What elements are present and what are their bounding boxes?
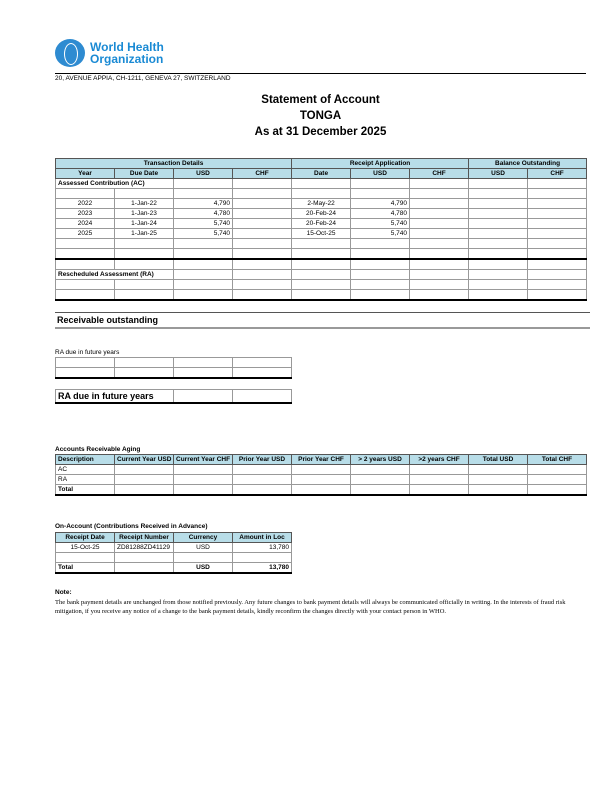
- empty-cell: [233, 475, 292, 485]
- total-amount: 13,780: [233, 563, 292, 574]
- due-date: 1-Jan-25: [115, 229, 174, 239]
- amount: 13,780: [233, 543, 292, 553]
- page-title: [0, 92, 612, 140]
- col-header: Prior Year CHF: [292, 455, 351, 465]
- empty-cell: [528, 259, 587, 270]
- empty-cell: [528, 199, 587, 209]
- table-row: [56, 249, 587, 260]
- col-header: CHF: [233, 169, 292, 179]
- title-line1: Statement of Account: [261, 94, 380, 106]
- col-header: Total CHF: [528, 455, 587, 465]
- group-transaction: Transaction Details: [56, 159, 292, 169]
- empty-cell: [410, 219, 469, 229]
- empty-cell: [469, 179, 528, 189]
- statement-table: [55, 158, 587, 301]
- empty-cell: [351, 465, 410, 475]
- table-row: [56, 229, 587, 239]
- empty-cell: [233, 219, 292, 229]
- table-row: [56, 159, 587, 169]
- table-row: [56, 209, 587, 219]
- empty-cell: [469, 239, 528, 249]
- table-row: [56, 485, 587, 496]
- empty-cell: [528, 270, 587, 280]
- empty-cell: [115, 239, 174, 249]
- empty-cell: [528, 209, 587, 219]
- empty-cell: [56, 249, 115, 260]
- col-header: Current Year USD: [115, 455, 174, 465]
- empty-cell: [351, 239, 410, 249]
- receipt-number: ZD81288ZD41129: [115, 543, 174, 553]
- usd: 4,790: [174, 199, 233, 209]
- empty-cell: [528, 485, 587, 496]
- due-date: 1-Jan-22: [115, 199, 174, 209]
- empty-cell: [528, 280, 587, 290]
- receipt-usd: 5,740: [351, 219, 410, 229]
- empty-cell: [174, 485, 233, 496]
- empty-cell: [351, 290, 410, 301]
- col-header: Due Date: [115, 169, 174, 179]
- receipt-usd: 4,780: [351, 209, 410, 219]
- address: 20, AVENUE APPIA, CH-1211, GENEVA 27, SWITZERLAND: [55, 73, 586, 82]
- receipt-usd: 4,790: [351, 199, 410, 209]
- title-date: As at 31 December 2025: [254, 126, 387, 138]
- table-row: [56, 533, 292, 543]
- aging-title: Accounts Receivable Aging: [55, 446, 141, 453]
- empty-cell: [233, 189, 292, 199]
- year: 2024: [56, 219, 115, 229]
- empty-cell: [233, 259, 292, 270]
- table-row: [56, 368, 292, 379]
- table-row: [56, 358, 292, 368]
- col-header: Receipt Date: [56, 533, 115, 543]
- empty-cell: [351, 270, 410, 280]
- table-row: [56, 239, 587, 249]
- empty-cell: [56, 239, 115, 249]
- empty-cell: [469, 199, 528, 209]
- empty-cell: [174, 475, 233, 485]
- empty-cell: [469, 229, 528, 239]
- empty-cell: [233, 358, 292, 368]
- empty-cell: [56, 280, 115, 290]
- empty-cell: [469, 280, 528, 290]
- aging-row-label: AC: [56, 465, 115, 475]
- empty-cell: [469, 485, 528, 496]
- empty-cell: [410, 259, 469, 270]
- table-row: [56, 169, 587, 179]
- due-date: 1-Jan-23: [115, 209, 174, 219]
- empty-cell: [528, 229, 587, 239]
- currency: USD: [174, 543, 233, 553]
- empty-cell: [115, 465, 174, 475]
- empty-cell: [174, 553, 233, 563]
- empty-cell: [115, 259, 174, 270]
- col-header: Amount in Loc: [233, 533, 292, 543]
- col-header: >2 years CHF: [410, 455, 469, 465]
- empty-cell: [174, 358, 233, 368]
- total-label: Total: [56, 563, 115, 574]
- empty-cell: [292, 465, 351, 475]
- table-row: [56, 553, 292, 563]
- empty-cell: [233, 290, 292, 301]
- empty-cell: [174, 270, 233, 280]
- empty-cell: [292, 270, 351, 280]
- empty-cell: [174, 390, 233, 404]
- empty-cell: [351, 259, 410, 270]
- receipt-date: 2-May-22: [292, 199, 351, 209]
- usd: 4,780: [174, 209, 233, 219]
- col-header: Current Year CHF: [174, 455, 233, 465]
- col-header: Date: [292, 169, 351, 179]
- on-account-title: On-Account (Contributions Received in Advance): [55, 523, 208, 530]
- receipt-usd: 5,740: [351, 229, 410, 239]
- empty-cell: [115, 280, 174, 290]
- table-row: [56, 179, 587, 189]
- empty-cell: [292, 189, 351, 199]
- empty-cell: [233, 390, 292, 404]
- empty-cell: [115, 485, 174, 496]
- note-title: Note:: [55, 589, 72, 596]
- empty-cell: [292, 179, 351, 189]
- empty-cell: [233, 465, 292, 475]
- col-header: Year: [56, 169, 115, 179]
- table-row: [56, 290, 587, 301]
- receipt-date: 15-Oct-25: [292, 229, 351, 239]
- empty-cell: [469, 209, 528, 219]
- empty-cell: [528, 465, 587, 475]
- empty-cell: [410, 179, 469, 189]
- empty-cell: [528, 249, 587, 260]
- empty-cell: [410, 485, 469, 496]
- empty-cell: [410, 249, 469, 260]
- empty-cell: [528, 290, 587, 301]
- org-name-line1: World Health: [90, 40, 164, 54]
- empty-cell: [410, 239, 469, 249]
- empty-cell: [351, 475, 410, 485]
- empty-cell: [410, 465, 469, 475]
- empty-cell: [174, 280, 233, 290]
- empty-cell: [469, 249, 528, 260]
- group-receipt: Receipt Application: [292, 159, 469, 169]
- ra-future-total: [55, 389, 292, 404]
- empty-cell: [528, 189, 587, 199]
- empty-cell: [56, 259, 115, 270]
- empty-cell: [410, 199, 469, 209]
- empty-cell: [174, 259, 233, 270]
- empty-cell: [292, 280, 351, 290]
- empty-cell: [56, 368, 115, 379]
- empty-cell: [233, 368, 292, 379]
- aging-table: [55, 454, 587, 496]
- ra-future-title: RA due in future years: [55, 349, 120, 356]
- empty-cell: [174, 189, 233, 199]
- empty-cell: [233, 553, 292, 563]
- empty-cell: [410, 189, 469, 199]
- table-row: [56, 189, 587, 199]
- total-currency: USD: [174, 563, 233, 574]
- empty-cell: [174, 465, 233, 475]
- empty-cell: [56, 553, 115, 563]
- col-header: Prior Year USD: [233, 455, 292, 465]
- empty-cell: [410, 475, 469, 485]
- empty-cell: [410, 229, 469, 239]
- empty-cell: [469, 270, 528, 280]
- who-emblem-icon: [55, 39, 85, 67]
- empty-cell: [233, 270, 292, 280]
- usd: 5,740: [174, 229, 233, 239]
- empty-cell: [115, 290, 174, 301]
- col-header: USD: [469, 169, 528, 179]
- col-header: Description: [56, 455, 115, 465]
- empty-cell: [233, 209, 292, 219]
- receipt-date: 20-Feb-24: [292, 209, 351, 219]
- col-header: CHF: [410, 169, 469, 179]
- table-row: [56, 543, 292, 553]
- empty-cell: [469, 475, 528, 485]
- empty-cell: [292, 290, 351, 301]
- empty-cell: [351, 249, 410, 260]
- empty-cell: [292, 485, 351, 496]
- col-header: Currency: [174, 533, 233, 543]
- empty-cell: [174, 368, 233, 379]
- year: 2025: [56, 229, 115, 239]
- ac-label: Assessed Contribution (AC): [56, 179, 174, 189]
- empty-cell: [528, 179, 587, 189]
- table-row: [56, 475, 587, 485]
- ra-label: Rescheduled Assessment (RA): [56, 270, 174, 280]
- aging-row-label: Total: [56, 485, 115, 496]
- receipt-date: 20-Feb-24: [292, 219, 351, 229]
- table-row: [56, 259, 587, 270]
- due-date: 1-Jan-24: [115, 219, 174, 229]
- table-row: [56, 455, 587, 465]
- empty-cell: [233, 485, 292, 496]
- empty-cell: [410, 270, 469, 280]
- empty-cell: [233, 199, 292, 209]
- empty-cell: [233, 229, 292, 239]
- empty-cell: [56, 358, 115, 368]
- on-account-table: [55, 532, 292, 574]
- empty-cell: [233, 249, 292, 260]
- table-row: [56, 199, 587, 209]
- col-header: USD: [351, 169, 410, 179]
- aging-row-label: RA: [56, 475, 115, 485]
- empty-cell: [292, 475, 351, 485]
- note: [55, 588, 586, 617]
- empty-cell: [351, 485, 410, 496]
- receivable-outstanding: Receivable outstanding: [55, 312, 590, 329]
- empty-cell: [469, 259, 528, 270]
- empty-cell: [469, 290, 528, 301]
- empty-cell: [115, 249, 174, 260]
- table-row: [56, 465, 587, 475]
- empty-cell: [292, 239, 351, 249]
- year: 2022: [56, 199, 115, 209]
- empty-cell: [115, 553, 174, 563]
- ra-future-total-label: RA due in future years: [56, 390, 174, 404]
- col-header: Receipt Number: [115, 533, 174, 543]
- table-row: [56, 270, 587, 280]
- empty-cell: [56, 290, 115, 301]
- empty-cell: [115, 368, 174, 379]
- empty-cell: [233, 179, 292, 189]
- who-logo: [55, 38, 165, 68]
- col-header: USD: [174, 169, 233, 179]
- empty-cell: [233, 280, 292, 290]
- empty-cell: [115, 189, 174, 199]
- year: 2023: [56, 209, 115, 219]
- empty-cell: [528, 219, 587, 229]
- note-text: The bank payment details are unchanged from those notified previously. Any future changes to bank payment details will always be communicated officially in writing. In the interests of fraud risk mitigation, if you receive any notice of a change to the bank payment details, kindly reconfirm the changes directly with your contact person in WHO.: [55, 598, 566, 615]
- empty-cell: [292, 249, 351, 260]
- empty-cell: [174, 249, 233, 260]
- empty-cell: [115, 358, 174, 368]
- table-row: [56, 219, 587, 229]
- empty-cell: [351, 280, 410, 290]
- title-country: TONGA: [299, 110, 342, 122]
- col-header: Total USD: [469, 455, 528, 465]
- empty-cell: [410, 209, 469, 219]
- col-header: > 2 years USD: [351, 455, 410, 465]
- empty-cell: [351, 179, 410, 189]
- table-row: [56, 390, 292, 404]
- table-row: [56, 280, 587, 290]
- empty-cell: [56, 189, 115, 199]
- empty-cell: [410, 280, 469, 290]
- empty-cell: [469, 219, 528, 229]
- col-header: CHF: [528, 169, 587, 179]
- usd: 5,740: [174, 219, 233, 229]
- empty-cell: [115, 475, 174, 485]
- group-balance: Balance Outstanding: [469, 159, 587, 169]
- empty-cell: [174, 290, 233, 301]
- empty-cell: [528, 239, 587, 249]
- empty-cell: [528, 475, 587, 485]
- empty-cell: [469, 465, 528, 475]
- table-row: [56, 563, 292, 574]
- empty-cell: [469, 189, 528, 199]
- empty-cell: [115, 563, 174, 574]
- empty-cell: [174, 239, 233, 249]
- empty-cell: [410, 290, 469, 301]
- org-name-line2: Organization: [90, 52, 164, 66]
- empty-cell: [233, 239, 292, 249]
- empty-cell: [174, 179, 233, 189]
- empty-cell: [351, 189, 410, 199]
- ra-future-table: [55, 357, 292, 379]
- receipt-date: 15-Oct-25: [56, 543, 115, 553]
- empty-cell: [292, 259, 351, 270]
